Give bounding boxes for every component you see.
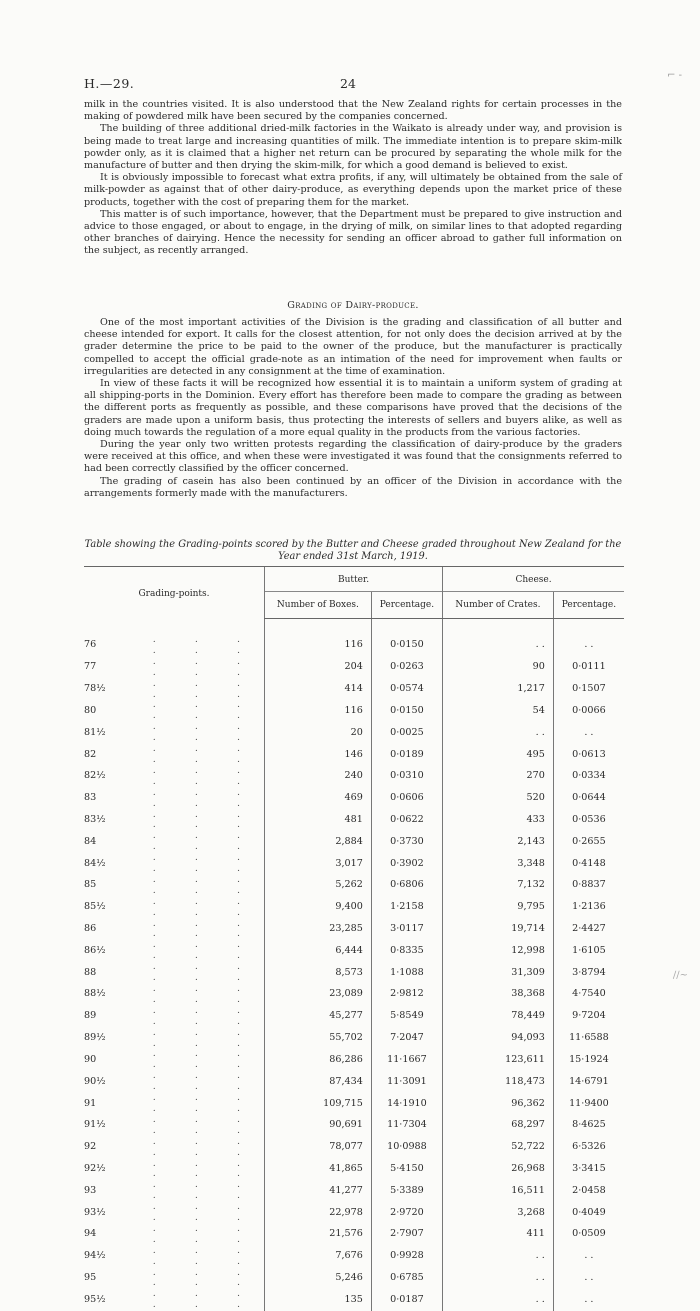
leader-dots: . . . . . . xyxy=(152,764,258,787)
butter-pct-cell: 5·3389 xyxy=(371,1180,442,1202)
leader-dots: . . . . . . xyxy=(152,743,258,765)
butter-pct-cell: 14·1910 xyxy=(371,1093,442,1115)
grading-point-cell: 84½ xyxy=(84,857,106,869)
butter-pct-cell: 3·0117 xyxy=(371,919,442,941)
cheese-pct-cell: 0·0613 xyxy=(553,744,624,766)
cheese-pct-cell: 6·5326 xyxy=(553,1137,624,1159)
cheese-pct-cell: 9·7204 xyxy=(553,1006,624,1028)
leader-dots: . . . . . . xyxy=(152,961,258,984)
crates-cell: . . xyxy=(443,722,554,744)
boxes-cell: 87,434 xyxy=(265,1071,372,1093)
cheese-pct-cell: 1·2136 xyxy=(553,897,624,919)
grading-point-cell: 92 xyxy=(84,1141,97,1153)
butter-header: Butter. xyxy=(265,567,443,592)
crates-cell: 9,795 xyxy=(443,897,554,919)
butter-pct-cell: 11·3091 xyxy=(371,1071,442,1093)
table-row xyxy=(84,1268,624,1290)
butter-pct-cell: 5·8549 xyxy=(371,1006,442,1028)
cheese-pct-cell: 0·0644 xyxy=(553,788,624,810)
cheese-pct-cell: . . xyxy=(553,635,624,657)
table-row xyxy=(84,788,624,810)
butter-pct-cell: 2·9812 xyxy=(371,984,442,1006)
grading-point-cell: 82½ xyxy=(84,770,106,782)
leader-dots: . . . . . . xyxy=(152,808,258,831)
table-row xyxy=(84,1137,624,1159)
grading-table xyxy=(84,566,624,1311)
cheese-pct-cell: 15·1924 xyxy=(553,1049,624,1071)
cheese-pct-cell: 11·6588 xyxy=(553,1028,624,1050)
grading-text xyxy=(84,317,622,500)
grading-point-cell: 91 xyxy=(84,1097,97,1109)
crates-cell: 54 xyxy=(443,700,554,722)
leader-dots: . . . . . . xyxy=(152,655,258,678)
butter-pct-cell: 2·9720 xyxy=(371,1202,442,1224)
crates-cell: 31,309 xyxy=(443,962,554,984)
boxes-cell: 86,286 xyxy=(265,1049,372,1071)
butter-pct-cell: 0·0150 xyxy=(371,635,442,657)
crates-cell: 19,714 xyxy=(443,919,554,941)
boxes-cell: 23,089 xyxy=(265,984,372,1006)
grading-point-cell: 88 xyxy=(84,966,97,978)
table-row xyxy=(84,679,624,701)
boxes-cell: 6,444 xyxy=(265,940,372,962)
table-row xyxy=(84,897,624,919)
paragraph: The building of three additional dried-milk factories in the Waikato is already under way, and provision is being made to treat large and increasing quantities of milk. The immediate intention is to prepare skim-milk powder only, as it is claimed that a higher net return can be procured by separating the whole milk for the manufacture of butter and then drying the skim-milk, for which a good demand is believed to exist. xyxy=(84,123,622,172)
table-row xyxy=(84,940,624,962)
leader-dots: . . . . . . xyxy=(152,852,258,875)
boxes-cell: 481 xyxy=(265,810,372,832)
cheese-pct-cell: 3·8794 xyxy=(553,962,624,984)
leader-dots: . . . . . . xyxy=(152,1222,258,1245)
table-row xyxy=(84,1289,624,1311)
leader-dots: . . . . . . xyxy=(152,939,258,962)
leader-dots: . . . . . . xyxy=(152,634,258,656)
table-row xyxy=(84,1049,624,1071)
leader-dots: . . . . . . xyxy=(152,1070,258,1093)
butter-pct-cell: 0·3730 xyxy=(371,831,442,853)
butter-pct-cell: 0·0574 xyxy=(371,679,442,701)
butter-pct-cell: 0·0606 xyxy=(371,788,442,810)
cheese-pct-cell: 3·3415 xyxy=(553,1159,624,1181)
leader-dots: . . . . . . xyxy=(152,1135,258,1158)
cheese-pct-cell: 4·7540 xyxy=(553,984,624,1006)
page-number: 24 xyxy=(340,76,356,91)
boxes-cell: 109,715 xyxy=(265,1093,372,1115)
cheese-pct-cell: 0·0509 xyxy=(553,1224,624,1246)
leader-dots: . . . . . . xyxy=(152,895,258,918)
grading-point-cell: 80 xyxy=(84,704,97,716)
crates-cell: 520 xyxy=(443,788,554,810)
crates-cell: . . xyxy=(443,1246,554,1268)
grading-point-cell: 85 xyxy=(84,879,97,891)
leader-dots: . . . . . . xyxy=(152,1288,258,1311)
boxes-cell: 3,017 xyxy=(265,853,372,875)
grading-point-cell: 76 xyxy=(84,639,97,651)
crates-cell: 2,143 xyxy=(443,831,554,853)
leader-dots: . . . . . . xyxy=(152,917,258,940)
crates-cell: 26,968 xyxy=(443,1159,554,1181)
butter-pct-cell: 11·7304 xyxy=(371,1115,442,1137)
cheese-pct-cell: 11·9400 xyxy=(553,1093,624,1115)
boxes-cell: 146 xyxy=(265,744,372,766)
leader-dots: . . . . . . xyxy=(152,699,258,722)
butter-pct-cell: 0·9928 xyxy=(371,1246,442,1268)
cheese-pct-cell: 1·6105 xyxy=(553,940,624,962)
grading-point-cell: 93 xyxy=(84,1184,97,1196)
col-cheese-pct: Percentage. xyxy=(553,592,624,619)
crates-cell: 94,093 xyxy=(443,1028,554,1050)
butter-pct-cell: 0·6785 xyxy=(371,1268,442,1290)
boxes-cell: 8,573 xyxy=(265,962,372,984)
grading-point-cell: 95 xyxy=(84,1272,97,1284)
boxes-cell: 45,277 xyxy=(265,1006,372,1028)
table-row xyxy=(84,984,624,1006)
crates-cell: 123,611 xyxy=(443,1049,554,1071)
boxes-cell: 204 xyxy=(265,657,372,679)
butter-pct-cell: 7·2047 xyxy=(371,1028,442,1050)
boxes-cell: 240 xyxy=(265,766,372,788)
boxes-cell: 116 xyxy=(265,635,372,657)
boxes-cell: 78,077 xyxy=(265,1137,372,1159)
cheese-pct-cell: 2·4427 xyxy=(553,919,624,941)
paragraph: In view of these facts it will be recognized how essential it is to maintain a uniform system of grading at all shipping-ports in the Dominion. Every effort has therefore been made to compare the grading as between the different ports as frequently as possible, and these comparisons have proved that the decisions of the graders are made upon a uniform basis, thus protecting the interests of sellers and buyers alike, as well as doing much towards the regulation of a more equal quality in the products from the various factories. xyxy=(84,378,622,438)
table-row xyxy=(84,700,624,722)
grading-point-cell: 78½ xyxy=(84,683,106,695)
cheese-pct-cell: 0·2655 xyxy=(553,831,624,853)
table-row xyxy=(84,766,624,788)
table-row xyxy=(84,919,624,941)
table-row xyxy=(84,853,624,875)
grading-point-cell: 83 xyxy=(84,792,97,804)
grading-point-cell: 91½ xyxy=(84,1119,106,1131)
table-row xyxy=(84,1159,624,1181)
cheese-header: Cheese. xyxy=(443,567,624,592)
crates-cell: 12,998 xyxy=(443,940,554,962)
grading-point-cell: 81½ xyxy=(84,726,106,738)
table-caption: Table showing the Grading-points scored by the Butter and Cheese graded throughout New Zealand for the Year ended 31st March, 1919. xyxy=(84,539,622,562)
table-row xyxy=(84,810,624,832)
butter-pct-cell: 0·8335 xyxy=(371,940,442,962)
boxes-cell: 135 xyxy=(265,1289,372,1311)
cheese-pct-cell: . . xyxy=(553,1268,624,1290)
crates-cell: 96,362 xyxy=(443,1093,554,1115)
cheese-pct-cell: 0·4148 xyxy=(553,853,624,875)
cheese-pct-cell: . . xyxy=(553,1289,624,1311)
grading-point-cell: 86 xyxy=(84,923,97,935)
leader-dots: . . . . . . xyxy=(152,1201,258,1224)
table-row xyxy=(84,1006,624,1028)
crates-cell: . . xyxy=(443,635,554,657)
grading-point-cell: 84 xyxy=(84,835,97,847)
crates-cell: 7,132 xyxy=(443,875,554,897)
crates-cell: 90 xyxy=(443,657,554,679)
cheese-pct-cell: 0·0111 xyxy=(553,657,624,679)
grading-point-cell: 89 xyxy=(84,1010,97,1022)
leader-dots: . . . . . . xyxy=(152,1244,258,1267)
boxes-cell: 55,702 xyxy=(265,1028,372,1050)
grading-point-cell: 85½ xyxy=(84,901,106,913)
leader-dots: . . . . . . xyxy=(152,1266,258,1289)
leader-dots: . . . . . . xyxy=(152,721,258,744)
cheese-pct-cell: . . xyxy=(553,722,624,744)
butter-pct-cell: 10·0988 xyxy=(371,1137,442,1159)
crates-cell: 52,722 xyxy=(443,1137,554,1159)
paragraph: milk in the countries visited. It is also understood that the New Zealand rights for certain processes in the making of powdered milk have been secured by the companies concerned. xyxy=(84,99,622,123)
boxes-cell: 41,865 xyxy=(265,1159,372,1181)
table-row xyxy=(84,1071,624,1093)
butter-pct-cell: 0·0187 xyxy=(371,1289,442,1311)
boxes-cell: 90,691 xyxy=(265,1115,372,1137)
boxes-cell: 41,277 xyxy=(265,1180,372,1202)
crates-cell: 270 xyxy=(443,766,554,788)
butter-pct-cell: 0·0189 xyxy=(371,744,442,766)
leader-dots: . . . . . . xyxy=(152,1004,258,1027)
table-row xyxy=(84,1093,624,1115)
grading-point-cell: 82 xyxy=(84,748,97,760)
table-row xyxy=(84,1115,624,1137)
leader-dots: . . . . . . xyxy=(152,830,258,853)
cheese-pct-cell: 8·4625 xyxy=(553,1115,624,1137)
table-row xyxy=(84,657,624,679)
leader-dots: . . . . . . xyxy=(152,1179,258,1202)
butter-pct-cell: 0·0622 xyxy=(371,810,442,832)
crates-cell: 3,348 xyxy=(443,853,554,875)
grading-point-cell: 94½ xyxy=(84,1250,106,1262)
leader-dots: . . . . . . xyxy=(152,1157,258,1180)
crates-cell: 1,217 xyxy=(443,679,554,701)
paragraph: One of the most important activities of the Division is the grading and classification of all butter and cheese intended for export. It calls for the closest attention, for not only does the decision arrived at by the grader determine the price to be paid to the owner of the produce, but the manufacturer is practically compelled to accept the official grade-note as an intimation of the need for improvement when faults or irregularities are detected in any consignment at the time of examination. xyxy=(84,317,622,377)
table-row xyxy=(84,831,624,853)
crates-cell: 78,449 xyxy=(443,1006,554,1028)
crates-cell: 411 xyxy=(443,1224,554,1246)
boxes-cell: 23,285 xyxy=(265,919,372,941)
section-title: Grading of Dairy-produce. xyxy=(287,300,419,311)
cheese-pct-cell: . . xyxy=(553,1246,624,1268)
grading-point-cell: 77 xyxy=(84,661,97,673)
table-row xyxy=(84,1180,624,1202)
butter-pct-cell: 0·0025 xyxy=(371,722,442,744)
boxes-cell: 5,246 xyxy=(265,1268,372,1290)
col-butter-pct: Percentage. xyxy=(371,592,442,619)
butter-pct-cell: 0·6806 xyxy=(371,875,442,897)
grading-point-cell: 92½ xyxy=(84,1162,106,1174)
boxes-cell: 20 xyxy=(265,722,372,744)
butter-pct-cell: 0·0263 xyxy=(371,657,442,679)
grading-point-cell: 95½ xyxy=(84,1293,106,1305)
butter-pct-cell: 5·4150 xyxy=(371,1159,442,1181)
crates-cell: 16,511 xyxy=(443,1180,554,1202)
grading-point-cell: 94 xyxy=(84,1228,97,1240)
butter-pct-cell: 0·3902 xyxy=(371,853,442,875)
crates-cell: . . xyxy=(443,1268,554,1290)
grading-point-cell: 89½ xyxy=(84,1032,106,1044)
leader-dots: . . . . . . xyxy=(152,983,258,1005)
leader-dots: . . . . . . xyxy=(152,1026,258,1049)
butter-pct-cell: 0·0310 xyxy=(371,766,442,788)
table-row xyxy=(84,722,624,744)
paragraph: It is obviously impossible to forecast what extra profits, if any, will ultimately be obtained from the sale of milk-powder as against that of other dairy-produce, as everything depends upon the market price of these products, together with the cost of preparing them for the market. xyxy=(84,172,622,208)
grading-point-cell: 90½ xyxy=(84,1075,106,1087)
paragraph: During the year only two written protests regarding the classification of dairy-produce by the graders were received at this office, and when these were investigated it was found that the consignments referred to had been correctly classified by the officer concerned. xyxy=(84,439,622,475)
boxes-cell: 21,576 xyxy=(265,1224,372,1246)
table-row xyxy=(84,1246,624,1268)
butter-pct-cell: 2·7907 xyxy=(371,1224,442,1246)
table-row xyxy=(84,1202,624,1224)
cheese-pct-cell: 0·8837 xyxy=(553,875,624,897)
butter-pct-cell: 0·0150 xyxy=(371,700,442,722)
cheese-pct-cell: 0·0536 xyxy=(553,810,624,832)
report-code: H.—29. xyxy=(84,76,135,91)
leader-dots: . . . . . . xyxy=(152,1048,258,1071)
col-boxes: Number of Boxes. xyxy=(265,592,372,619)
table-row xyxy=(84,744,624,766)
cheese-pct-cell: 0·0066 xyxy=(553,700,624,722)
cheese-pct-cell: 14·6791 xyxy=(553,1071,624,1093)
boxes-cell: 414 xyxy=(265,679,372,701)
crates-cell: 3,268 xyxy=(443,1202,554,1224)
cheese-pct-cell: 0·1507 xyxy=(553,679,624,701)
table-row xyxy=(84,635,624,657)
table-body xyxy=(84,635,624,1311)
margin-mark: ∕∕~ xyxy=(672,970,688,981)
cheese-pct-cell: 0·4049 xyxy=(553,1202,624,1224)
grading-table-wrap xyxy=(84,566,624,1311)
boxes-cell: 9,400 xyxy=(265,897,372,919)
boxes-cell: 2,884 xyxy=(265,831,372,853)
leader-dots: . . . . . . xyxy=(152,1092,258,1114)
boxes-cell: 116 xyxy=(265,700,372,722)
grading-point-cell: 86½ xyxy=(84,944,106,956)
boxes-cell: 469 xyxy=(265,788,372,810)
butter-pct-cell: 11·1667 xyxy=(371,1049,442,1071)
table-row xyxy=(84,875,624,897)
boxes-cell: 5,262 xyxy=(265,875,372,897)
table-row xyxy=(84,1028,624,1050)
table-row xyxy=(84,962,624,984)
leader-dots: . . . . . . xyxy=(152,786,258,809)
grading-point-cell: 93½ xyxy=(84,1206,106,1218)
crates-cell: . . xyxy=(443,1289,554,1311)
crates-cell: 495 xyxy=(443,744,554,766)
col-crates: Number of Crates. xyxy=(443,592,554,619)
crates-cell: 68,297 xyxy=(443,1115,554,1137)
grading-point-cell: 90 xyxy=(84,1053,97,1065)
butter-pct-cell: 1·2158 xyxy=(371,897,442,919)
paragraph: This matter is of such importance, however, that the Department must be prepared to give instruction and advice to those engaged, or about to engage, in the drying of milk, on similar lines to that adopted regarding other branches of dairying. Hence the necessity for sending an officer abroad to gather full information on the subject, as recently arranged. xyxy=(84,208,622,257)
grading-point-cell: 83½ xyxy=(84,813,106,825)
leader-dots: . . . . . . xyxy=(152,1113,258,1136)
crates-cell: 38,368 xyxy=(443,984,554,1006)
leader-dots: . . . . . . xyxy=(152,677,258,700)
leader-dots: . . . . . . xyxy=(152,873,258,896)
cheese-pct-cell: 0·0334 xyxy=(553,766,624,788)
intro-text xyxy=(84,99,622,258)
margin-mark: ⌐ ‐ xyxy=(667,70,682,81)
boxes-cell: 7,676 xyxy=(265,1246,372,1268)
cheese-pct-cell: 2·0458 xyxy=(553,1180,624,1202)
grading-points-header: Grading-points. xyxy=(138,588,210,599)
boxes-cell: 22,978 xyxy=(265,1202,372,1224)
grading-point-cell: 88½ xyxy=(84,988,106,1000)
butter-pct-cell: 1·1088 xyxy=(371,962,442,984)
crates-cell: 433 xyxy=(443,810,554,832)
crates-cell: 118,473 xyxy=(443,1071,554,1093)
paragraph: The grading of casein has also been continued by an officer of the Division in accordance with the arrangements formerly made with the manufacturers. xyxy=(84,475,622,499)
table-row xyxy=(84,1224,624,1246)
